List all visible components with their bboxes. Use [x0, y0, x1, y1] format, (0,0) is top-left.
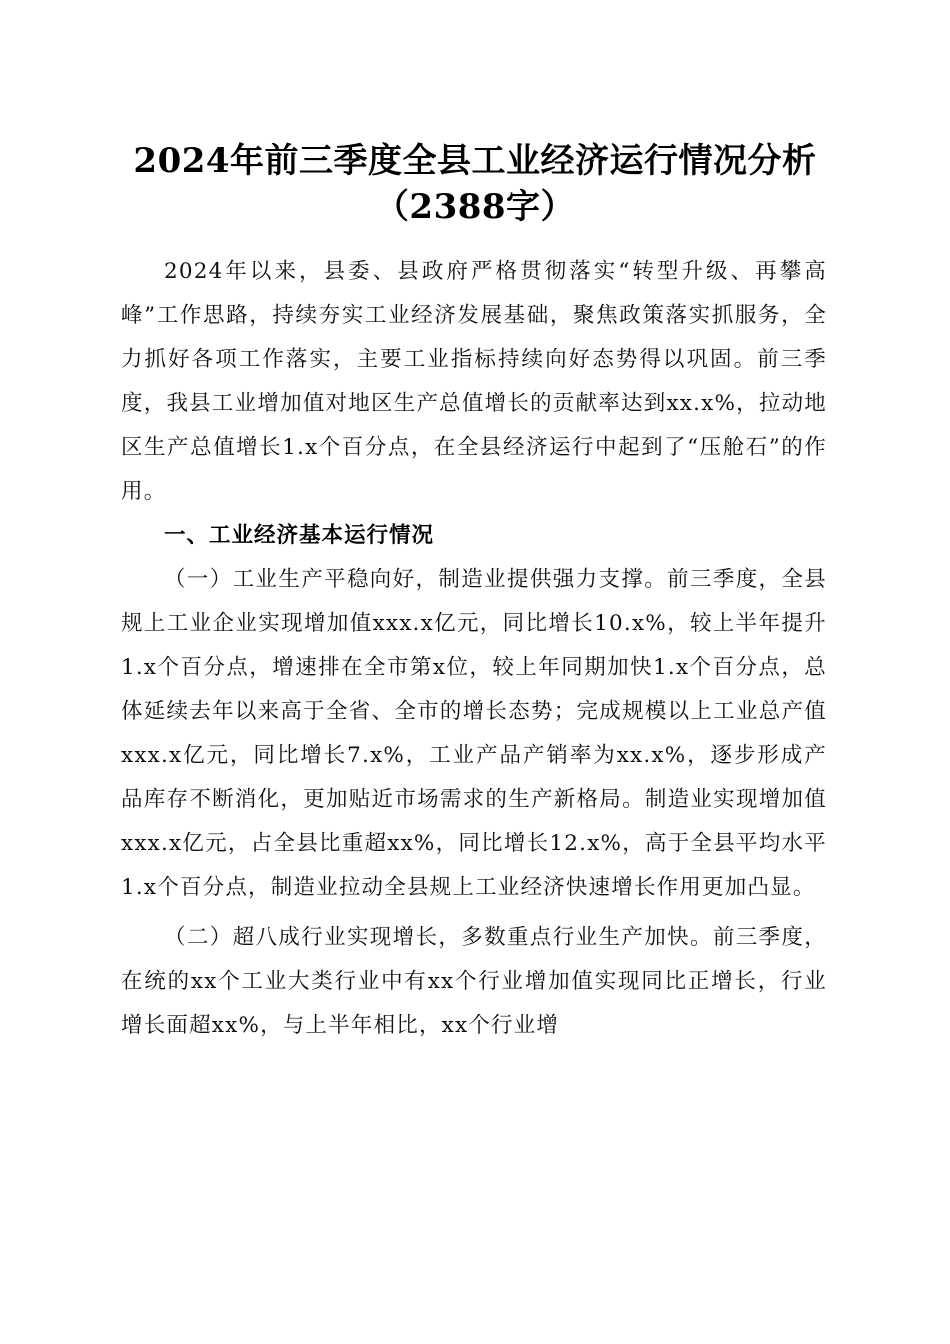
- section1-paragraph-1: （一）工业生产平稳向好，制造业提供强力支撑。前三季度，全县规上工业企业实现增加值xxx.x亿元，同比增长10.x%，较上半年提升1.x个百分点，增速排在全市第x位，较上年同期加快1.x个百分点，总体延续去年以来高于全省、全市的增长态势；完成规模以上工业总产值xxx.x亿元，同比增长7.x%，工业产品产销率为xx.x%，逐步形成产品库存不断消化，更加贴近市场需求的生产新格局。制造业实现增加值xxx.x亿元，占全县比重超xx%，同比增长12.x%，高于全县平均水平1.x个百分点，制造业拉动全县规上工业经济快速增长作用更加凸显。: [121, 567, 827, 900]
- section-heading-1: 一、工业经济基本运行情况: [164, 523, 435, 548]
- document-body: [121, 250, 827, 1048]
- section1-paragraph-2: （二）超八成行业实现增长，多数重点行业生产加快。前三季度，在统的xx个工业大类行业中有xx个行业增加值实现同比正增长，行业增长面超xx%，与上半年相比，xx个行业增: [121, 925, 827, 1038]
- document-title: [100, 138, 850, 230]
- title-line-wordcount: （2388字）: [374, 187, 576, 227]
- intro-paragraph: 2024年以来，县委、县政府严格贯彻落实“转型升级、再攀高峰”工作思路，持续夯实工业经济发展基础，聚焦政策落实抓服务，全力抓好各项工作落实，主要工业指标持续向好态势得以巩固。前三季度，我县工业增加值对地区生产总值增长的贡献率达到xx.x%，拉动地区生产总值增长1.x个百分点，在全县经济运行中起到了“压舱石”的作用。: [121, 259, 827, 504]
- title-line-main: 2024年前三季度全县工业经济运行情况分析: [133, 141, 817, 181]
